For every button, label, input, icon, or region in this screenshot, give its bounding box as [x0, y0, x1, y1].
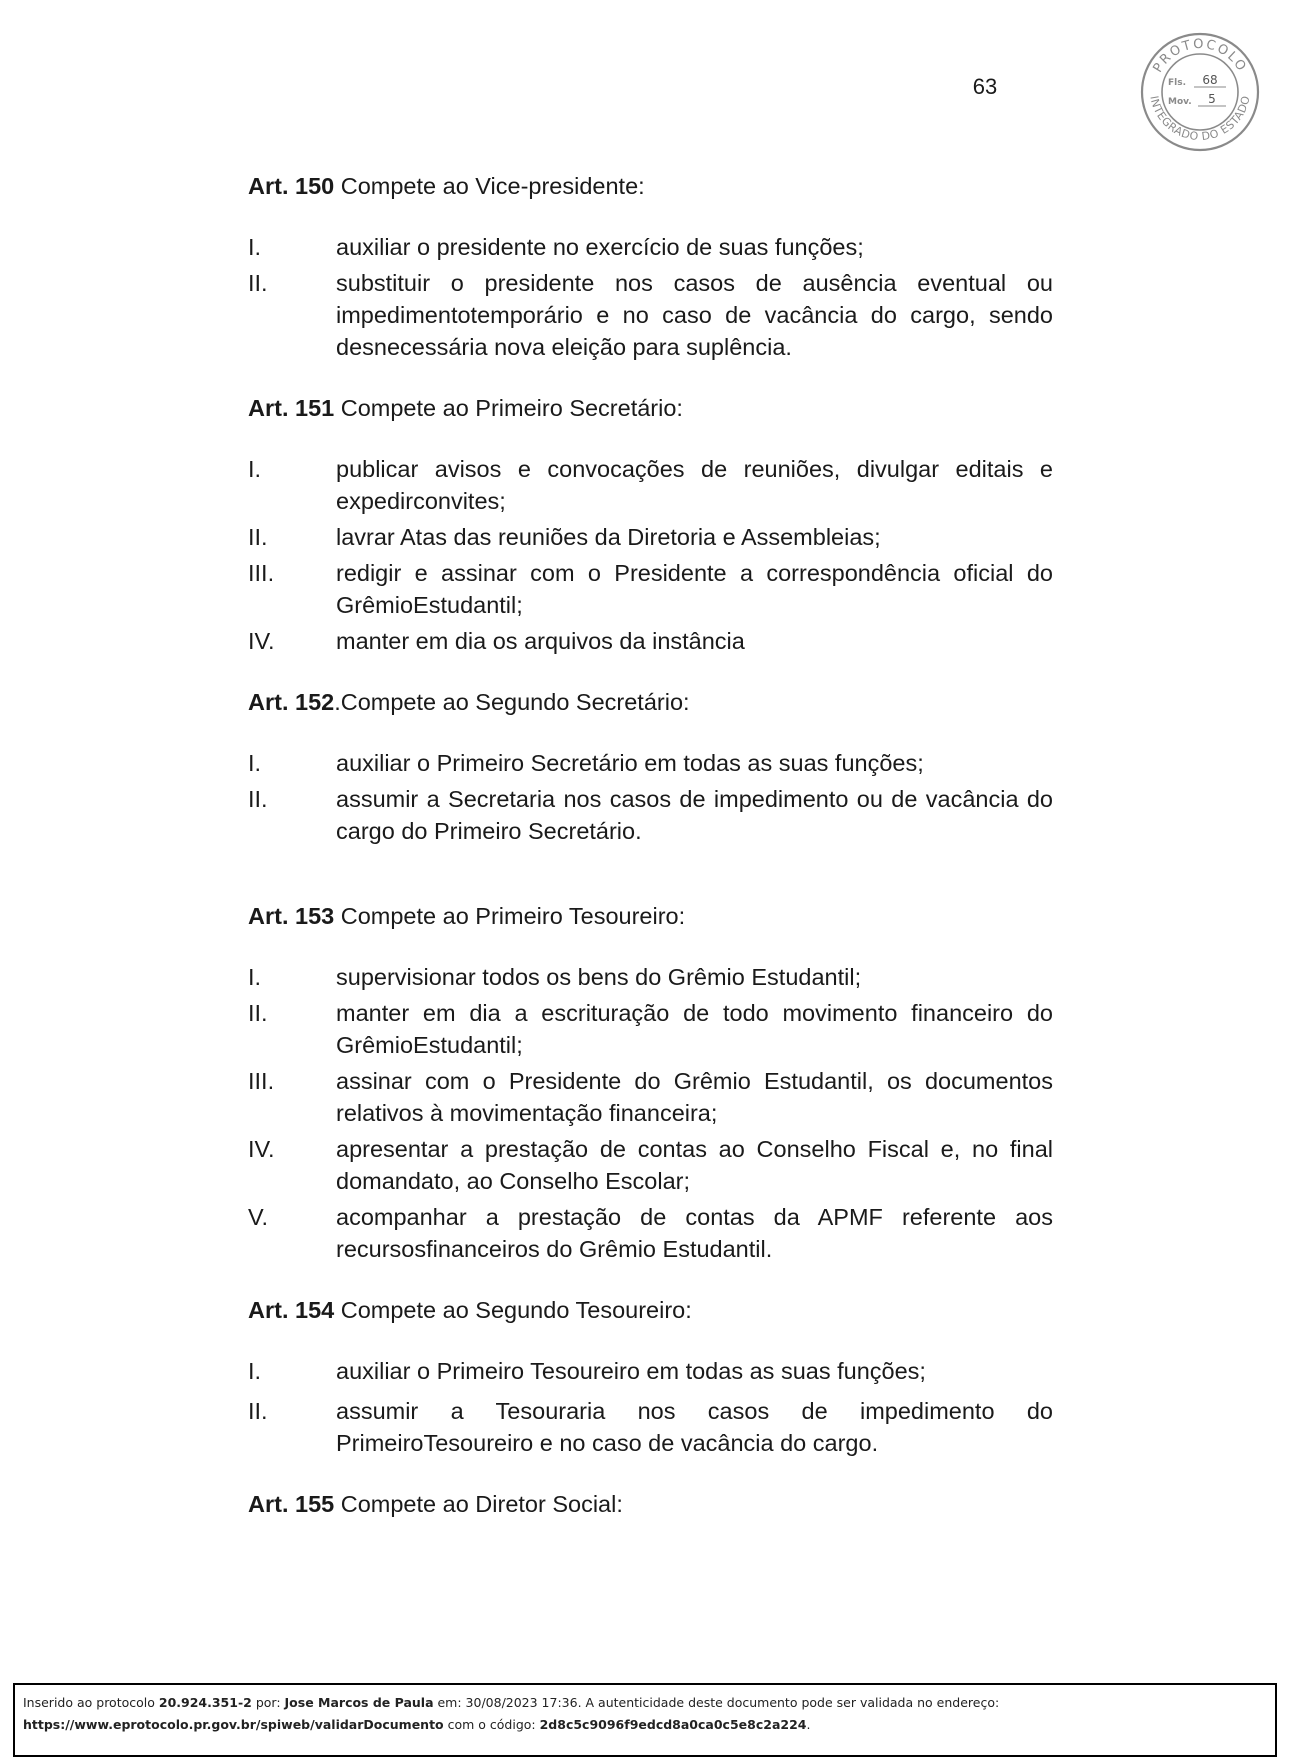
list-item — [248, 961, 1053, 993]
list-item — [248, 1201, 1053, 1265]
article-heading-text: Compete ao Diretor Social: — [340, 1491, 623, 1517]
article-items — [248, 231, 1053, 363]
item-text: assumir a Secretaria nos casos de impedimento ou de vacância do cargo do Primeiro Secretário. — [336, 786, 1053, 844]
list-item — [248, 231, 1053, 263]
article-heading-text: Compete ao Primeiro Secretário: — [340, 395, 683, 421]
stamp-mov-value: 5 — [1208, 92, 1216, 106]
svg-text:PROTOCOLO — [1150, 37, 1249, 75]
page-number: 63 — [972, 74, 998, 99]
article-heading — [248, 1488, 1053, 1520]
article-label: Art. 151 — [248, 395, 335, 421]
list-item — [248, 1065, 1053, 1129]
footer-text: em: 30/08/2023 17:36. A autenticidade deste documento pode ser validada no endereço: — [433, 1695, 1000, 1710]
article-label: Art. 153 — [248, 903, 335, 929]
item-text: auxiliar o Primeiro Secretário em todas as suas funções; — [336, 750, 924, 776]
footer-text: por: — [251, 1695, 285, 1710]
item-text: auxiliar o presidente no exercício de suas funções; — [336, 234, 864, 260]
list-item — [248, 453, 1053, 517]
item-text: manter em dia os arquivos da instância — [336, 628, 745, 654]
article-items — [248, 453, 1053, 657]
stamp-bottom-text: INTEGRADO DO ESTADO — [1147, 94, 1253, 144]
article-items — [248, 961, 1053, 1265]
stamp-top-text: PROTOCOLO — [1150, 36, 1250, 76]
footer-line-1 — [23, 1692, 1267, 1714]
article-heading-text: Compete ao Segundo Tesoureiro: — [340, 1297, 692, 1323]
article-heading-text: .Compete ao Segundo Secretário: — [334, 689, 690, 715]
item-text: supervisionar todos os bens do Grêmio Estudantil; — [336, 964, 862, 990]
article-155 — [248, 1488, 1053, 1520]
item-number: I. — [248, 1358, 262, 1384]
item-text: assinar com o Presidente do Grêmio Estudantil, os documentos relativos à movimentação financeira; — [336, 1068, 1053, 1126]
list-item — [248, 557, 1053, 621]
article-150 — [248, 170, 1053, 363]
article-152 — [248, 686, 1053, 847]
author-name: Jose Marcos de Paula — [284, 1695, 434, 1710]
list-item — [248, 783, 1053, 847]
article-label: Art. 155 — [248, 1491, 335, 1517]
item-number: II. — [248, 786, 268, 812]
item-text: assumir a Tesouraria nos casos de impedimento do PrimeiroTesoureiro e no caso de vacância do cargo. — [336, 1398, 1053, 1456]
list-item — [248, 1133, 1053, 1197]
list-item — [248, 747, 1053, 779]
article-label: Art. 152 — [248, 689, 335, 715]
list-item — [248, 625, 1053, 657]
stamp-fls-label: Fls. — [1168, 78, 1187, 88]
item-number: IV. — [248, 1136, 275, 1162]
validation-code: 2d8c5c9096f9edcd8a0ca0c5e8c2a224 — [539, 1717, 807, 1732]
article-heading — [248, 686, 1053, 718]
article-label: Art. 150 — [248, 173, 335, 199]
list-item — [248, 267, 1053, 363]
item-number: II. — [248, 270, 268, 296]
item-number: II. — [248, 1000, 268, 1026]
item-text: acompanhar a prestação de contas da APMF referente aos recursosfinanceiros do Grêmio Estudantil. — [336, 1204, 1053, 1262]
item-text: manter em dia a escrituração de todo movimento financeiro do GrêmioEstudantil; — [336, 1000, 1053, 1058]
footer-text: Inserido ao protocolo — [23, 1695, 159, 1710]
item-text: publicar avisos e convocações de reuniões, divulgar editais e expedirconvites; — [336, 456, 1053, 514]
item-text: auxiliar o Primeiro Tesoureiro em todas as suas funções; — [336, 1358, 926, 1384]
footer-text: com o código: — [443, 1717, 540, 1732]
item-number: IV. — [248, 628, 275, 654]
item-number: I. — [248, 234, 262, 260]
item-number: I. — [248, 964, 262, 990]
list-item — [248, 997, 1053, 1061]
article-items — [248, 747, 1053, 847]
article-heading-text: Compete ao Vice-presidente: — [334, 173, 645, 199]
item-number: I. — [248, 456, 262, 482]
stamp-fls-value: 68 — [1202, 73, 1218, 87]
item-text: substituir o presidente nos casos de ausência eventual ou impedimentotemporário e no caso de vacância do cargo, sendo desnecessária nova eleição para suplência. — [336, 270, 1053, 360]
article-151 — [248, 392, 1053, 657]
list-item — [248, 1395, 1053, 1459]
article-items — [248, 1355, 1053, 1459]
item-number: I. — [248, 750, 262, 776]
item-number: III. — [248, 1068, 275, 1094]
footer-text: . — [806, 1717, 811, 1732]
article-heading-text: Compete ao Primeiro Tesoureiro: — [340, 903, 686, 929]
document-body — [248, 170, 1053, 1549]
protocol-stamp-seal — [1138, 30, 1262, 154]
list-item — [248, 1355, 1053, 1387]
article-heading — [248, 1294, 1053, 1326]
list-item — [248, 521, 1053, 553]
article-154 — [248, 1294, 1053, 1459]
stamp-mov-label: Mov. — [1168, 97, 1192, 107]
article-heading — [248, 392, 1053, 424]
footer-line-2 — [23, 1714, 1267, 1736]
article-153 — [248, 900, 1053, 1265]
protocol-stamp — [1138, 30, 1262, 154]
validation-url-link[interactable]: https://www.eprotocolo.pr.gov.br/spiweb/validarDocumento — [23, 1717, 444, 1732]
item-number: II. — [248, 1398, 268, 1424]
authenticity-footer — [13, 1683, 1277, 1757]
item-text: apresentar a prestação de contas ao Conselho Fiscal e, no final domandato, ao Conselho Escolar; — [336, 1136, 1053, 1194]
item-text: redigir e assinar com o Presidente a correspondência oficial do GrêmioEstudantil; — [336, 560, 1053, 618]
article-heading — [248, 900, 1053, 932]
article-heading — [248, 170, 1053, 202]
protocol-number: 20.924.351-2 — [158, 1695, 252, 1710]
item-text: lavrar Atas das reuniões da Diretoria e Assembleias; — [336, 524, 881, 550]
item-number: III. — [248, 560, 275, 586]
item-number: V. — [248, 1204, 269, 1230]
article-label: Art. 154 — [248, 1297, 335, 1323]
item-number: II. — [248, 524, 268, 550]
